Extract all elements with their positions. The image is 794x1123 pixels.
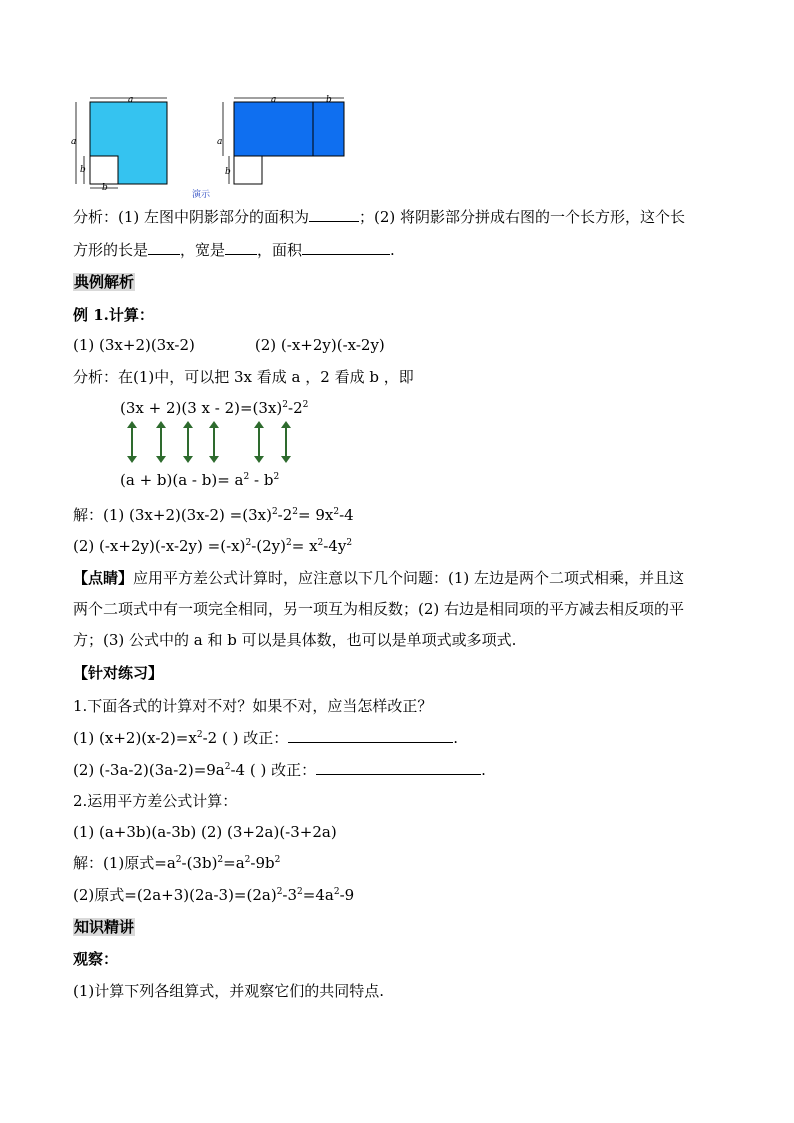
correction-blank-2 <box>316 760 481 775</box>
width-blank <box>225 240 257 255</box>
analysis1-text-b: ；(2) 将阴影部分拼成右图的一个长方形，这个长 <box>359 208 686 226</box>
example1-title: 例 1.计算： <box>73 306 154 324</box>
left-square-figure <box>70 94 180 190</box>
note-tag: 【点睛】 <box>73 569 134 587</box>
right-label-b-top: b <box>326 95 332 105</box>
question-2: 2.运用平方差公式计算： <box>73 792 238 810</box>
analysis1-text-e: ，面积 <box>257 241 303 259</box>
section1-title: 典例解析 <box>74 273 135 291</box>
observe-title: 观察： <box>73 950 119 968</box>
note-line3: 方；(3) 公式中的 a 和 b 可以是具体数，也可以是单项式或多项式. <box>73 631 517 649</box>
arrow-4 <box>213 427 215 457</box>
question-1: 1.下面各式的计算对不对？如果不对，应当怎样改正？ <box>73 697 433 715</box>
note-line1 <box>73 568 684 588</box>
analysis1-text-c: 方形的长是 <box>73 241 149 259</box>
arrow-6 <box>285 427 287 457</box>
section2-title: 知识精讲 <box>74 918 135 936</box>
section-heading-examples <box>73 272 135 292</box>
question-2-problems: (1) (a+3b)(a-3b) (2) (3+2a)(-3+2a) <box>73 823 337 841</box>
question-2-solution-1: 解：(1)原式$=a^2-(3b)^2=a^2-9b^2$ <box>73 854 281 872</box>
correction-blank-1 <box>288 728 453 743</box>
analysis1-text-d: ，宽是 <box>180 241 226 259</box>
formula-bottom: $(a + b)(a - b)= a^2 - b^2$ <box>120 471 280 489</box>
analysis1-text-a: 分析：(1) 左图中阴影部分的面积为 <box>73 208 310 226</box>
example1-problem-2: (2) (-x+2y)(-x-2y) <box>254 336 385 354</box>
practice-title: 【针对练习】 <box>73 664 164 682</box>
arrow-5 <box>258 427 260 457</box>
question-1a: (1) $(x+2)(x-2)=x^2-2$ ( ) 改正： . <box>73 729 458 747</box>
question-1b: (2) $(-3a-2)(3a-2)=9a^2-4$ ( ) 改正： . <box>73 761 486 779</box>
arrow-1 <box>131 427 133 457</box>
left-label-b-side: b <box>80 165 86 175</box>
analysis1-text-f: . <box>390 241 395 259</box>
formula-top: (3x + 2)(3 $x - 2)=(3x)^2-2^2$ <box>120 399 309 417</box>
analysis1-line1 <box>73 207 685 227</box>
left-label-a-top: a <box>128 95 134 105</box>
example1-problem-1: (1) (3x+2)(3x-2) <box>73 336 195 354</box>
observe-text: (1)计算下列各组算式，并观察它们的共同特点. <box>73 982 385 1000</box>
area2-blank <box>302 240 390 255</box>
analysis2: 分析：在(1)中，可以把 3x 看成 a ，2 看成 b ，即 <box>73 368 414 386</box>
solution2: (2) $(-x+2y)(-x-2y) =(-x)^2-(2y)^2= x^2-4y^2$ <box>73 537 353 555</box>
section-heading-knowledge <box>73 917 135 937</box>
note-line2: 两个二项式中有一项完全相同，另一项互为相反数；(2) 右边是相同项的平方减去相反项的平 <box>73 600 685 618</box>
arrow-3 <box>187 427 189 457</box>
right-label-a-side: a <box>217 137 223 147</box>
left-label-b-bottom: b <box>102 183 108 190</box>
right-label-a-top: a <box>271 95 277 105</box>
analysis1-line2 <box>73 240 395 260</box>
example1-problems <box>73 335 385 355</box>
arrow-2 <box>160 427 162 457</box>
area-blank <box>309 207 359 222</box>
question-2-solution-2: (2)原式$=(2a+3)(2a-3)=(2a)^2-3^2=4a^2-9$ <box>73 886 355 904</box>
demo-link[interactable]: 演示 <box>192 190 211 200</box>
solution1: 解：(1) $(3x+2)(3x-2) =(3x)^2-2^2= 9x^2-4$ <box>73 506 354 524</box>
right-label-b-side: b <box>225 167 231 177</box>
note-text-1: 应用平方差公式计算时，应注意以下几个问题：(1) 左边是两个二项式相乘，并且这 <box>133 569 685 587</box>
left-label-a-side: a <box>71 137 77 147</box>
right-rectangle-figure <box>215 94 350 190</box>
length-blank <box>148 240 180 255</box>
